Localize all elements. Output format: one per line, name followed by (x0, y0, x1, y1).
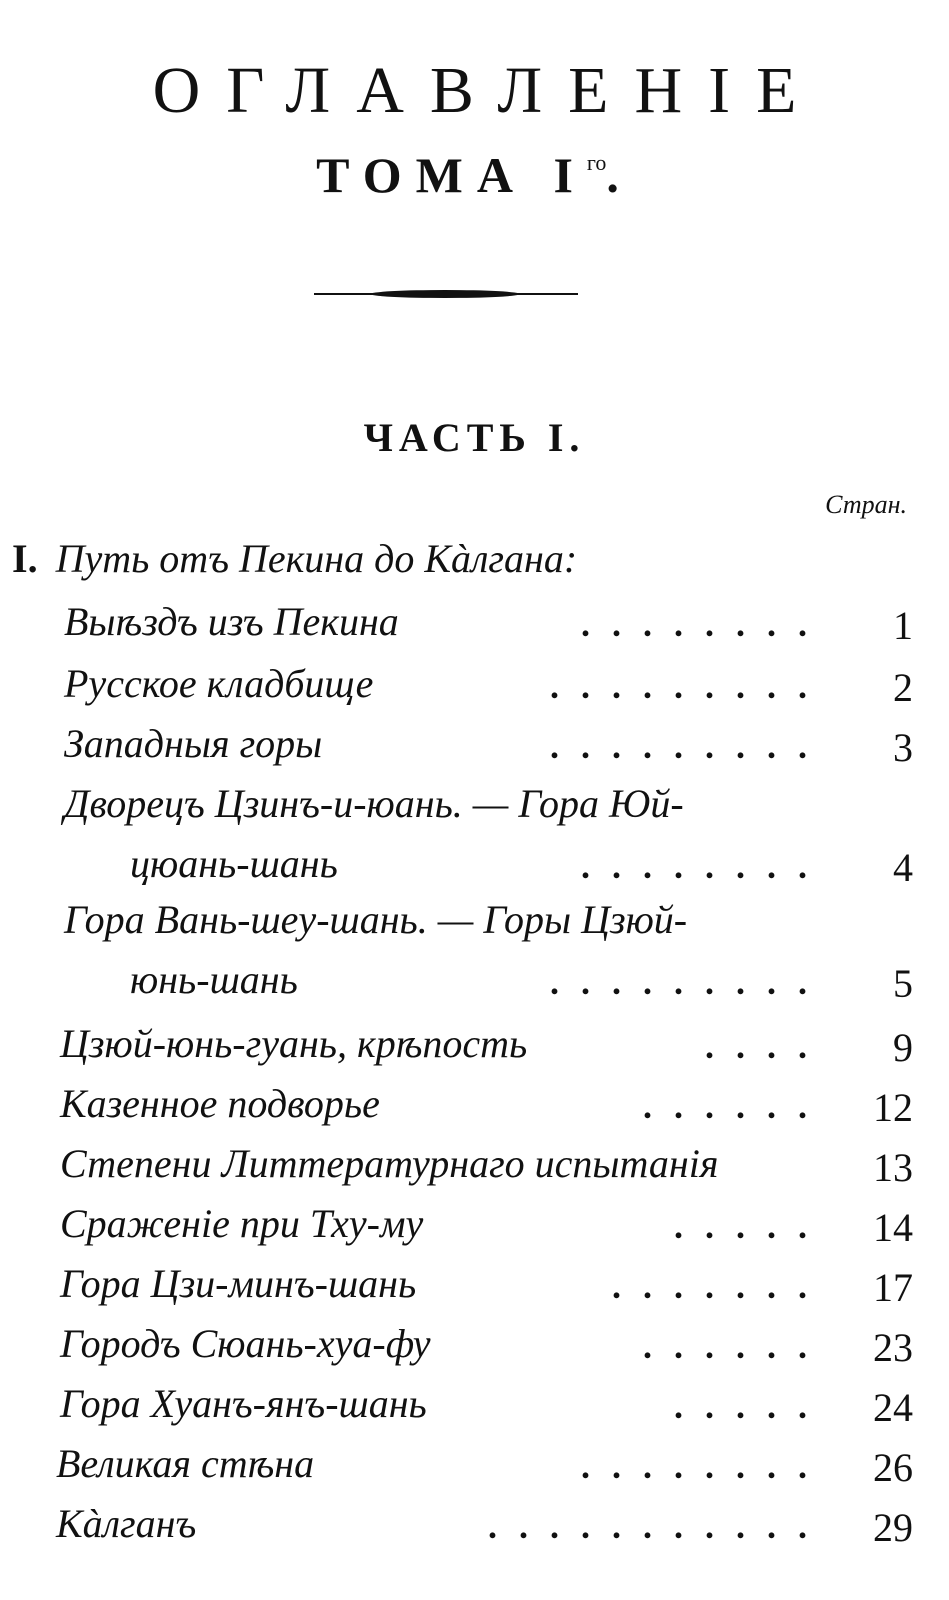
entry-title: Гора Хуанъ-янъ-шань (60, 1381, 427, 1426)
entry-title: Степени Литтературнаго испытанія (60, 1141, 719, 1186)
dot-leader: ......... (550, 726, 829, 766)
toc-entry (0, 1082, 949, 1142)
toc-entry (0, 722, 949, 782)
entry-title-continued: цюань-шань (130, 841, 338, 886)
toc-entry (0, 1202, 949, 1262)
entry-page: 9 (893, 1025, 913, 1070)
entry-page: 29 (873, 1505, 913, 1550)
entry-title: Западныя горы (64, 721, 323, 766)
entry-page: 4 (893, 845, 913, 890)
toc-entry (0, 1022, 949, 1082)
entry-title: Выѣздъ изъ Пекина (64, 599, 399, 644)
entry-page: 12 (873, 1085, 913, 1130)
toc-entry (0, 1142, 949, 1202)
entry-page: 17 (873, 1265, 913, 1310)
toc-entry (0, 1442, 949, 1502)
entry-page: 14 (873, 1205, 913, 1250)
entry-page: 24 (873, 1385, 913, 1430)
volume-period: . (606, 147, 633, 203)
toc-entry (0, 782, 949, 902)
toc-entry (0, 1322, 949, 1382)
divider-ornament (370, 290, 520, 298)
entry-title: Гора Цзи-минъ-шань (60, 1261, 417, 1306)
dot-leader: ..... (674, 1206, 829, 1246)
entry-title: Гора Вань-шеу-шань. — Горы Цзюй- (64, 897, 688, 942)
dot-leader: ........ (581, 604, 829, 644)
part-heading: ЧАСТЬ I. (363, 415, 586, 460)
entry-page: 2 (893, 665, 913, 710)
entry-title: Кàлганъ (56, 1501, 197, 1546)
entry-title: Казенное подворье (60, 1081, 380, 1126)
page-title: ОГЛАВЛЕНІЕ (152, 54, 823, 128)
entry-title: Русское кладбище (64, 661, 374, 706)
section-title: Путь отъ Пекина до Кàлгана: (55, 536, 578, 581)
dot-leader: ...... (643, 1326, 829, 1366)
entry-page: 5 (893, 961, 913, 1006)
section-number: I. (12, 536, 38, 581)
entry-title: Великая стѣна (56, 1441, 315, 1486)
page-column-label: Стран. (825, 490, 907, 519)
entry-page: 1 (893, 603, 913, 648)
toc-entry (0, 1262, 949, 1322)
toc-entry (0, 662, 949, 722)
section-heading (12, 532, 577, 586)
entry-title: Сраженіе при Тху-му (60, 1201, 424, 1246)
volume-label: ТОМА I (316, 147, 587, 203)
dot-leader: ........ (581, 846, 829, 886)
entry-page: 23 (873, 1325, 913, 1370)
toc-entry (0, 600, 949, 660)
dot-leader: ........ (581, 1446, 829, 1486)
dot-leader: ......... (550, 666, 829, 706)
entry-title: Городъ Сюань-хуа-фу (60, 1321, 431, 1366)
dot-leader: ..... (674, 1386, 829, 1426)
entry-title: Дворецъ Цзинъ-и-юань. — Гора Юй- (64, 781, 684, 826)
dot-leader: ....... (612, 1266, 829, 1306)
entry-page: 13 (873, 1145, 913, 1190)
entry-page: 3 (893, 725, 913, 770)
dot-leader: ...... (643, 1086, 829, 1126)
dot-leader: ......... (550, 962, 829, 1002)
dot-leader: .... (705, 1026, 829, 1066)
toc-entry (0, 1502, 949, 1562)
entry-title: Цзюй-юнь-гуань, крѣпость (60, 1021, 528, 1066)
dot-leader: ........... (488, 1506, 829, 1546)
entry-title-continued: юнь-шань (130, 957, 298, 1002)
volume-heading (0, 147, 949, 203)
entry-page: 26 (873, 1445, 913, 1490)
toc-entry (0, 898, 949, 1018)
volume-suffix: го (586, 150, 607, 175)
toc-entry (0, 1382, 949, 1442)
